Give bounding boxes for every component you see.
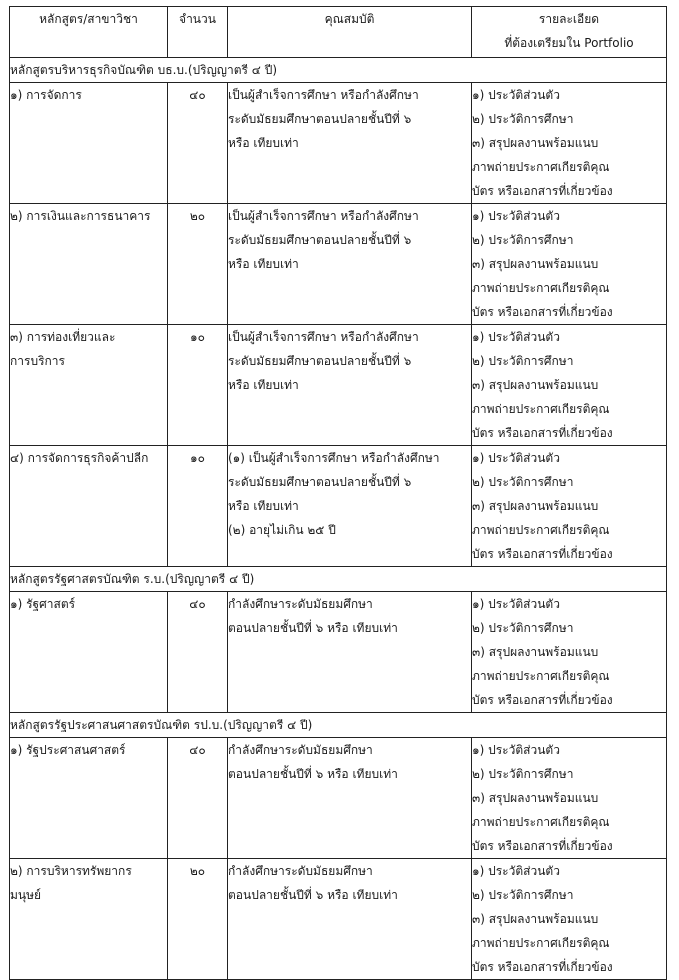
qualification-line: (๒) อายุไม่เกิน ๒๕ ปี	[228, 523, 336, 537]
program-name-line: ๑) รัฐประศาสนศาสตร์	[10, 743, 126, 757]
document-item: ๑) ประวัติส่วนตัว	[472, 88, 560, 102]
documents-cell	[472, 738, 667, 859]
document-item: ๓) สรุปผลงานพร้อมแนบ	[472, 791, 599, 805]
documents-cell	[472, 859, 667, 980]
document-item: ภาพถ่ายประกาศเกียรติคุณ	[472, 815, 610, 829]
documents-cell	[472, 446, 667, 567]
qualification-line: หรือ เทียบเท่า	[228, 378, 299, 392]
document-item: ภาพถ่ายประกาศเกียรติคุณ	[472, 160, 610, 174]
document-item: บัตร หรือเอกสารที่เกี่ยวข้อง	[472, 960, 613, 974]
documents-cell	[472, 325, 667, 446]
section-title: หลักสูตรบริหารธุรกิจบัณฑิต บธ.บ.(ปริญญาตรี ๔ ปี)	[10, 58, 667, 83]
table-row	[10, 204, 667, 325]
header-details	[472, 7, 667, 58]
program-cell	[10, 859, 168, 980]
document-item: บัตร หรือเอกสารที่เกี่ยวข้อง	[472, 426, 613, 440]
document-item: ๓) สรุปผลงานพร้อมแนบ	[472, 645, 599, 659]
document-item: ๒) ประวัติการศึกษา	[472, 354, 574, 368]
qualification-line: เป็นผู้สำเร็จการศึกษา หรือกำลังศึกษา	[228, 330, 419, 344]
qualification-line: ระดับมัธยมศึกษาตอนปลายชั้นปีที่ ๖	[228, 233, 412, 247]
count-cell: ๔๐	[168, 738, 228, 859]
table-row	[10, 83, 667, 204]
qualification-line: เป็นผู้สำเร็จการศึกษา หรือกำลังศึกษา	[228, 88, 419, 102]
header-details-line2: ที่ต้องเตรียมใน Portfolio	[504, 36, 634, 50]
program-name-line: ๑) การจัดการ	[10, 88, 82, 102]
document-item: ๓) สรุปผลงานพร้อมแนบ	[472, 257, 599, 271]
section-header-row	[10, 567, 667, 592]
document-item: บัตร หรือเอกสารที่เกี่ยวข้อง	[472, 547, 613, 561]
qualifications-cell	[228, 83, 472, 204]
document-item: ๒) ประวัติการศึกษา	[472, 767, 574, 781]
qualifications-cell	[228, 325, 472, 446]
document-item: ภาพถ่ายประกาศเกียรติคุณ	[472, 936, 610, 950]
qualification-line: (๑) เป็นผู้สำเร็จการศึกษา หรือกำลังศึกษา	[228, 451, 440, 465]
program-cell	[10, 738, 168, 859]
document-item: บัตร หรือเอกสารที่เกี่ยวข้อง	[472, 839, 613, 853]
document-item: ๓) สรุปผลงานพร้อมแนบ	[472, 136, 599, 150]
program-name-line: ๑) รัฐศาสตร์	[10, 597, 76, 611]
document-item: ๒) ประวัติการศึกษา	[472, 888, 574, 902]
qualifications-cell	[228, 446, 472, 567]
section-title: หลักสูตรรัฐศาสตรบัณฑิต ร.บ.(ปริญญาตรี ๔ ปี)	[10, 567, 667, 592]
qualification-line: ตอนปลายชั้นปีที่ ๖ หรือ เทียบเท่า	[228, 767, 398, 781]
document-item: ๒) ประวัติการศึกษา	[472, 233, 574, 247]
document-item: บัตร หรือเอกสารที่เกี่ยวข้อง	[472, 184, 613, 198]
document-item: ๑) ประวัติส่วนตัว	[472, 209, 560, 223]
qualification-line: ระดับมัธยมศึกษาตอนปลายชั้นปีที่ ๖	[228, 354, 412, 368]
program-cell	[10, 446, 168, 567]
count-cell: ๔๐	[168, 83, 228, 204]
table-row	[10, 592, 667, 713]
count-cell: ๑๐	[168, 325, 228, 446]
qualification-line: กำลังศึกษาระดับมัธยมศึกษา	[228, 597, 373, 611]
count-cell: ๔๐	[168, 592, 228, 713]
qualification-line: กำลังศึกษาระดับมัธยมศึกษา	[228, 743, 373, 757]
program-name-line: ๔) การจัดการธุรกิจค้าปลีก	[10, 451, 149, 465]
admission-table	[9, 6, 667, 980]
document-item: ภาพถ่ายประกาศเกียรติคุณ	[472, 402, 610, 416]
qualification-line: กำลังศึกษาระดับมัธยมศึกษา	[228, 864, 373, 878]
document-item: บัตร หรือเอกสารที่เกี่ยวข้อง	[472, 693, 613, 707]
table-row	[10, 325, 667, 446]
table-row	[10, 738, 667, 859]
header-row	[10, 7, 667, 58]
documents-cell	[472, 83, 667, 204]
program-name-line: ๓) การท่องเที่ยวและ	[10, 330, 116, 344]
qualification-line: ระดับมัธยมศึกษาตอนปลายชั้นปีที่ ๖	[228, 475, 412, 489]
qualification-line: หรือ เทียบเท่า	[228, 499, 299, 513]
document-item: ภาพถ่ายประกาศเกียรติคุณ	[472, 669, 610, 683]
program-name-line: การบริการ	[10, 354, 65, 368]
program-name-line: มนุษย์	[10, 888, 42, 902]
qualifications-cell	[228, 859, 472, 980]
qualification-line: หรือ เทียบเท่า	[228, 136, 299, 150]
header-count: จำนวน	[168, 7, 228, 58]
documents-cell	[472, 592, 667, 713]
count-cell: ๒๐	[168, 204, 228, 325]
qualifications-cell	[228, 204, 472, 325]
program-cell	[10, 83, 168, 204]
program-cell	[10, 204, 168, 325]
document-item: ๓) สรุปผลงานพร้อมแนบ	[472, 499, 599, 513]
document-item: ๑) ประวัติส่วนตัว	[472, 451, 560, 465]
document-item: ๒) ประวัติการศึกษา	[472, 475, 574, 489]
table-body	[10, 58, 667, 980]
document-item: ๑) ประวัติส่วนตัว	[472, 864, 560, 878]
program-cell	[10, 592, 168, 713]
document-item: ๒) ประวัติการศึกษา	[472, 112, 574, 126]
program-name-line: ๒) การเงินและการธนาคาร	[10, 209, 151, 223]
section-title: หลักสูตรรัฐประศาสนศาสตรบัณฑิต รป.บ.(ปริญญาตรี ๔ ปี)	[10, 713, 667, 738]
header-program: หลักสูตร/สาขาวิชา	[10, 7, 168, 58]
document-item: ๑) ประวัติส่วนตัว	[472, 330, 560, 344]
document-item: ภาพถ่ายประกาศเกียรติคุณ	[472, 281, 610, 295]
documents-cell	[472, 204, 667, 325]
qualification-line: ตอนปลายชั้นปีที่ ๖ หรือ เทียบเท่า	[228, 888, 398, 902]
section-header-row	[10, 713, 667, 738]
document-item: ๓) สรุปผลงานพร้อมแนบ	[472, 912, 599, 926]
qualifications-cell	[228, 738, 472, 859]
header-details-line1: รายละเอียด	[538, 12, 600, 26]
section-header-row	[10, 58, 667, 83]
qualification-line: ระดับมัธยมศึกษาตอนปลายชั้นปีที่ ๖	[228, 112, 412, 126]
program-name-line: ๒) การบริหารทรัพยากร	[10, 864, 132, 878]
table-row	[10, 446, 667, 567]
qualification-line: หรือ เทียบเท่า	[228, 257, 299, 271]
count-cell: ๒๐	[168, 859, 228, 980]
qualifications-cell	[228, 592, 472, 713]
document-item: ๑) ประวัติส่วนตัว	[472, 597, 560, 611]
table-row	[10, 859, 667, 980]
document-item: ๒) ประวัติการศึกษา	[472, 621, 574, 635]
document-item: บัตร หรือเอกสารที่เกี่ยวข้อง	[472, 305, 613, 319]
header-qualifications: คุณสมบัติ	[228, 7, 472, 58]
document-item: ๑) ประวัติส่วนตัว	[472, 743, 560, 757]
count-cell: ๑๐	[168, 446, 228, 567]
document-item: ภาพถ่ายประกาศเกียรติคุณ	[472, 523, 610, 537]
program-cell	[10, 325, 168, 446]
document-item: ๓) สรุปผลงานพร้อมแนบ	[472, 378, 599, 392]
qualification-line: เป็นผู้สำเร็จการศึกษา หรือกำลังศึกษา	[228, 209, 419, 223]
qualification-line: ตอนปลายชั้นปีที่ ๖ หรือ เทียบเท่า	[228, 621, 398, 635]
